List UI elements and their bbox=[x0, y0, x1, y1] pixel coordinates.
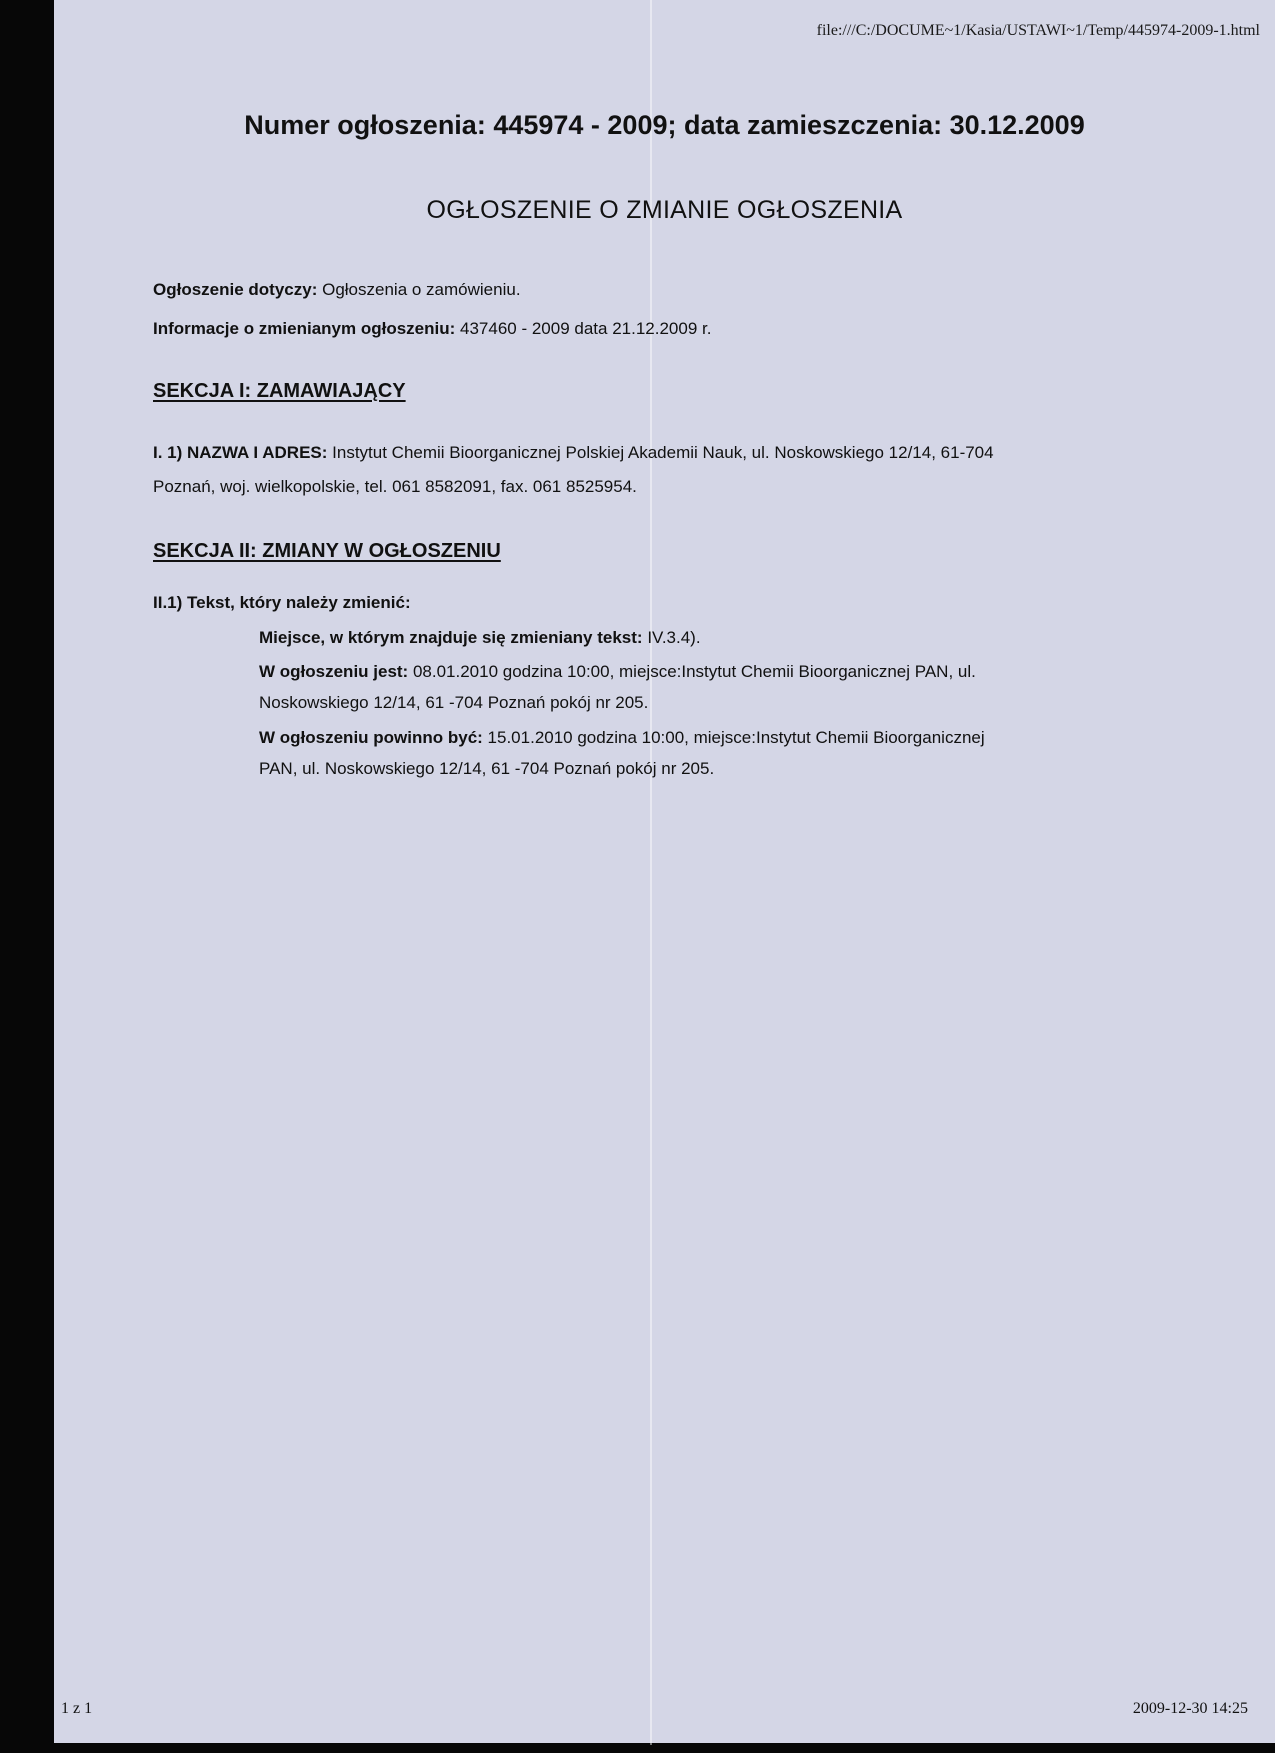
notice-title: Numer ogłoszenia: 445974 - 2009; data zamieszczenia: 30.12.2009 bbox=[244, 110, 1085, 140]
footer-timestamp: 2009-12-30 14:25 bbox=[1132, 1700, 1248, 1717]
powinno-text-line2: PAN, ul. Noskowskiego 12/14, 61 -704 Poznań pokój nr 205. bbox=[259, 759, 715, 778]
section1-text-line1: Instytut Chemii Bioorganicznej Polskiej Akademii Nauk, ul. Noskowskiego 12/14, 61-704 bbox=[327, 443, 994, 462]
section1-text-line2: Poznań, woj. wielkopolskie, tel. 061 8582091, fax. 061 8525954. bbox=[153, 477, 637, 496]
section2-heading: SEKCJA II: ZMIANY W OGŁOSZENIU bbox=[153, 540, 501, 562]
jest-text-line1: 08.01.2010 godzina 10:00, miejsce:Instytut Chemii Bioorganicznej PAN, ul. bbox=[408, 662, 976, 681]
section1-line1 bbox=[153, 442, 994, 464]
document-heading: OGŁOSZENIE O ZMIANIE OGŁOSZENIA bbox=[426, 196, 903, 224]
miejsce-value: IV.3.4). bbox=[642, 628, 701, 647]
info-value: 437460 - 2009 data 21.12.2009 r. bbox=[455, 319, 712, 338]
footer-page-number: 1 z 1 bbox=[61, 1700, 93, 1717]
powinno-text-line1: 15.01.2010 godzina 10:00, miejsce:Instytut Chemii Bioorganicznej bbox=[482, 728, 985, 747]
header-url: file:///C:/DOCUME~1/Kasia/USTAWI~1/Temp/445974-2009-1.html bbox=[816, 22, 1260, 39]
dotyczy-value: Ogłoszenia o zamówieniu. bbox=[317, 280, 521, 299]
jest-line1 bbox=[259, 661, 976, 683]
section1-heading: SEKCJA I: ZAMAWIAJĄCY bbox=[153, 380, 406, 402]
section2-item-label: II.1) Tekst, który należy zmienić: bbox=[153, 593, 411, 612]
section2-item-line bbox=[153, 592, 411, 614]
scan-dark-edge-bottom bbox=[0, 1743, 1275, 1753]
intro-dotyczy-line bbox=[153, 279, 521, 301]
jest-label: W ogłoszeniu jest: bbox=[259, 662, 409, 681]
powinno-label: W ogłoszeniu powinno być: bbox=[259, 728, 483, 747]
miejsce-line bbox=[259, 627, 701, 649]
info-label: Informacje o zmienianym ogłoszeniu: bbox=[153, 319, 456, 338]
powinno-line2 bbox=[259, 758, 714, 780]
section1-line2 bbox=[153, 476, 637, 498]
powinno-line1 bbox=[259, 727, 985, 749]
scan-dark-edge-left bbox=[0, 0, 54, 1753]
jest-text-line2: Noskowskiego 12/14, 61 -704 Poznań pokój nr 205. bbox=[259, 693, 649, 712]
jest-line2 bbox=[259, 692, 648, 714]
document-page bbox=[54, 0, 1275, 1743]
intro-info-line bbox=[153, 318, 711, 340]
dotyczy-label: Ogłoszenie dotyczy: bbox=[153, 280, 318, 299]
section1-label: I. 1) NAZWA I ADRES: bbox=[153, 443, 328, 462]
miejsce-label: Miejsce, w którym znajduje się zmieniany tekst: bbox=[259, 628, 643, 647]
